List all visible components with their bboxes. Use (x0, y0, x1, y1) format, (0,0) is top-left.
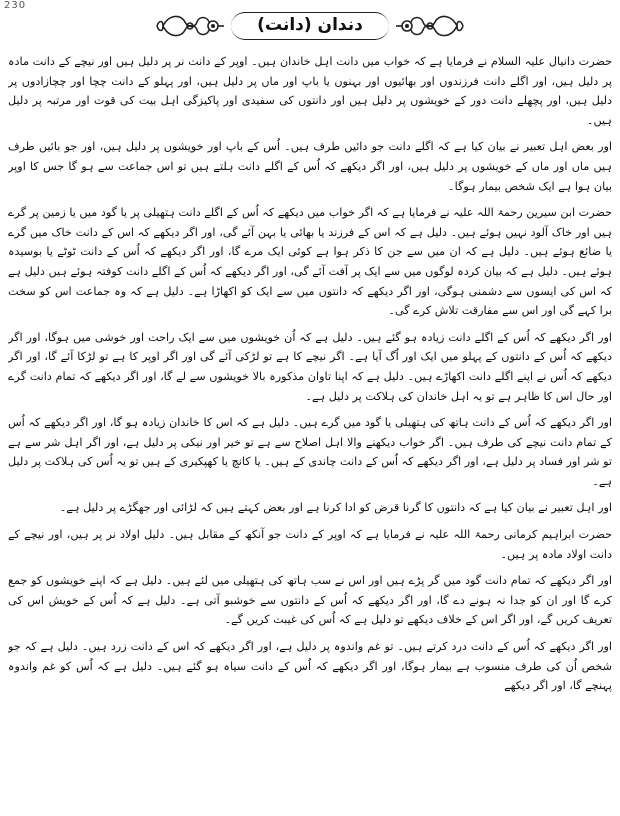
paragraph: حضرت ابراہیم کرمانی رحمۃ اللہ علیہ نے فرمایا ہے کہ اوپر کے دانت جو آنکھ کے مقابل ہیں۔ دلیل اولاد نر پر ہیں، اور نیچے کے دانت اولاد مادہ پر ہیں۔ (8, 528, 612, 561)
chapter-title: دندان (دانت) (231, 12, 389, 40)
paragraph: اور اگر دیکھے کہ اُس کے دانت ہاتھ کی ہتھیلی یا گود میں گرے ہیں۔ دلیل ہے کہ اس کا خاندان زیادہ ہو گا، اور اگر دیکھے کہ اُس کے تمام دانت نیچے کی طرف ہیں۔ اگر خواب دیکھنے والا اہل اصلاح سے ہے تو خیر اور نیکی پر دلیل ہے، اور اگر اہل شر سے ہے تو شر اور فساد پر دلیل ہے، اور اگر دیکھے کہ اُس کے دانت چاندی کے ہیں۔ یا کانچ یا کھپکیری کے ہیں تو یہ اُس کی ہلاکت پر دلیل ہے۔ (8, 416, 612, 488)
paragraph: حضرت ابن سیرین رحمۃ اللہ علیہ نے فرمایا ہے کہ اگر خواب میں دیکھے کہ اُس کے اگلے دانت ہتھیلی پر یا گود میں یا زمین پر گرے ہیں اور خاک آلود نہیں ہوئے ہیں۔ دلیل ہے کہ اس کے فرزند یا بھائی یا بہن آئے گی، اور اگر دیکھے کہ اس کے دانت خاک میں گرے یا ضائع ہوئے ہیں۔ دلیل ہے کہ ان میں سے جن کا ذکر ہوا ہے کوئی ایک مرے گا، اور اگر دیکھے کہ اُس کے دانت ٹوٹے یا بوسیدہ ہوئے ہیں۔ دلیل ہے کہ بیان کردہ لوگوں میں سے ایک پر آفت آئے گی، اور اگر دیکھے کہ اُس کے اگلے دانت کوفتہ ہوئے ہیں دلیل ہے کہ اس کی ایسوں سے دشمنی ہوگی، اور اگر دیکھے کہ دانتوں میں سے ایک کو اکھاڑا ہے۔ دلیل ہے کہ وہ جماعت اس کو سخت برا کہے گی اور اس سے مفارقت تلاش کرے گی۔ (8, 206, 612, 318)
body-text (8, 52, 612, 814)
right-ornament-icon (395, 8, 465, 44)
paragraph: اور اگر دیکھے کہ اُس کے اگلے دانت زیادہ ہو گئے ہیں۔ دلیل ہے کہ اُن خویشوں میں سے ایک راحت اور خوشی میں ہوگا، اور اگر دیکھے کہ اُس کے دانتوں کے پہلو میں ایک اور اُگ آیا ہے۔ اگر نیچے کا ہے تو لڑکی آئے گی اور اگر اوپر کا ہے تو لڑکا آئے گا، اور اگر دیکھے کہ اُس نے اپنے اگلے دانت اکھاڑے ہیں۔ دلیل ہے کہ اپنا تاوان مذکورہ بالا خویشوں سے لے گا، اور اگر دیکھے کہ تمام دانت گرے اور حال اس کا ظاہر ہے تو یہ اہل خاندان کی ہلاکت پر دلیل ہے۔ (8, 330, 612, 403)
left-ornament-icon (155, 8, 225, 44)
page-number: 230 (4, 0, 27, 11)
chapter-header (0, 6, 620, 46)
paragraph: اور اگر دیکھے کہ تمام دانت گود میں گر پڑے ہیں اور اس نے سب ہاتھ کی ہتھیلی میں لئے ہیں۔ دلیل ہے کہ اپنے خویشوں کو جمع کرے گا اور ان کو جدا نہ ہونے دے گا، اور اگر دیکھے کہ اُس کے دانتوں سے خوشبو آتی ہے۔ دلیل ہے کہ اُس کے خویش اس کی تعریف کریں گے، اور اگر اس کے خلاف دیکھے تو دلیل ہے کہ اُس کی غیبت کریں گے۔ (8, 574, 612, 627)
paragraph: حضرت دانیال علیہ السلام نے فرمایا ہے کہ خواب میں دانت اہل خاندان ہیں۔ اوپر کے دانت نر پر دلیل ہیں اور نیچے کے دانت مادہ پر دلیل ہیں، اور اگلے دانت فرزندوں اور بھائیوں اور بہنوں یا باپ اور ماں پر دلیل ہیں، اور پہلو کے دانت چچا اور چچازادوں پر دلیل ہیں، اور پچھلے دانت دور کے خویشوں پر دلیل ہیں اور دانتوں کی سفیدی اور پاکیزگی اہل بیت کی قوت اور مرتبہ پر دلیل ہیں۔ (8, 55, 612, 127)
paragraph: اور اگر دیکھے کہ اُس کے دانت درد کرتے ہیں۔ تو غم واندوہ پر دلیل ہے، اور اگر دیکھے کہ اس کے دانت زرد ہیں۔ دلیل ہے کہ جو شخص اُن کی طرف منسوب ہے بیمار ہوگا، اور اگر دیکھے کہ اُس کے دانت سیاہ ہو گئے ہیں۔ دلیل ہے کہ اُس کو غم واندوہ پہنچے گا، اور اگر دیکھے (8, 640, 612, 693)
paragraph: اور بعض اہل تعبیر نے بیان کیا ہے کہ اگلے دانت جو دائیں طرف ہیں۔ اُس کے باپ اور خویشوں پر دلیل ہیں، اور جو بائیں طرف ہیں ماں اور ماں کے خویشوں پر دلیل ہیں، اور اگر دیکھے کہ اُس کے اگلے دانت ہلتے ہیں تو اس جماعت سے ہو گا جس کا اوپر بیان ہوا ہے ایک شخص بیمار ہوگا۔ (8, 140, 612, 193)
paragraph: اور اہل تعبیر نے بیان کیا ہے کہ دانتوں کا گرنا قرض کو ادا کرنا ہے اور بعض کہتے ہیں کہ لڑائی اور جھگڑے پر دلیل ہے۔ (59, 501, 612, 515)
